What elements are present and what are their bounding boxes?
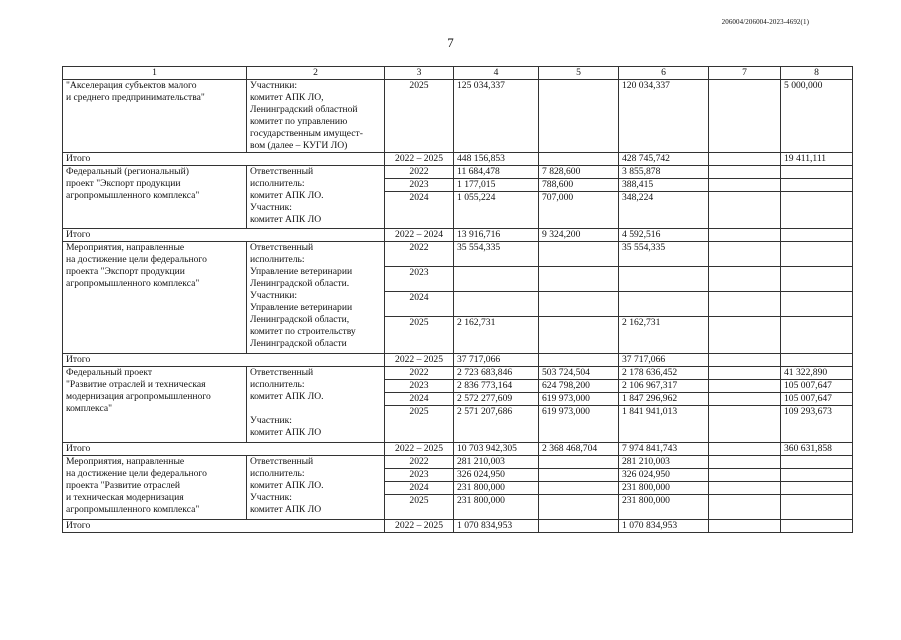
value-other	[781, 456, 853, 469]
value-other	[781, 317, 853, 354]
executor-cell	[247, 367, 385, 443]
total-label: Итого	[63, 354, 385, 367]
value-other	[781, 495, 853, 520]
value-federal	[539, 80, 619, 153]
executor-line: Участник:	[250, 415, 292, 426]
event-name-line: проект "Экспорт продукции	[66, 178, 181, 189]
value-total: 2 836 773,164	[454, 380, 539, 393]
executor-line: комитет АПК ЛО.	[250, 480, 324, 491]
column-header: 6	[619, 67, 709, 80]
value-other	[781, 354, 853, 367]
event-name-line: и среднего предпринимательства"	[66, 92, 205, 103]
value-other	[781, 166, 853, 179]
value-total	[454, 267, 539, 292]
value-total: 2 723 683,846	[454, 367, 539, 380]
value-total	[454, 292, 539, 317]
value-local	[709, 469, 781, 482]
total-row	[63, 354, 853, 367]
value-total: 13 916,716	[454, 229, 539, 242]
value-regional: 281 210,003	[619, 456, 709, 469]
value-total: 35 554,335	[454, 242, 539, 267]
executor-line: Участник:	[250, 492, 292, 503]
executor-line: Участник:	[250, 202, 292, 213]
value-federal	[539, 267, 619, 292]
executor-line: Ответственный	[250, 456, 314, 467]
executor-line: комитет АПК ЛО.	[250, 391, 324, 402]
total-row	[63, 520, 853, 533]
executor-cell	[247, 80, 385, 153]
value-federal	[539, 495, 619, 520]
value-other	[781, 229, 853, 242]
value-other: 109 293,673	[781, 406, 853, 443]
executor-line: Ответственный	[250, 166, 314, 177]
event-name-cell	[63, 367, 247, 443]
executor-line: исполнитель:	[250, 178, 305, 189]
event-name-line: на достижение цели федерального	[66, 254, 207, 265]
value-federal	[539, 292, 619, 317]
value-federal	[539, 482, 619, 495]
value-regional: 231 800,000	[619, 495, 709, 520]
value-local	[709, 317, 781, 354]
value-total: 448 156,853	[454, 153, 539, 166]
value-local	[709, 153, 781, 166]
value-total: 2 572 277,609	[454, 393, 539, 406]
value-other	[781, 267, 853, 292]
executor-line	[250, 403, 381, 415]
value-regional: 7 974 841,743	[619, 443, 709, 456]
value-total: 231 800,000	[454, 482, 539, 495]
event-name-line: проекта "Развитие отраслей	[66, 480, 181, 491]
executor-line: комитет АПК ЛО	[250, 427, 322, 438]
value-federal	[539, 354, 619, 367]
value-regional: 348,224	[619, 192, 709, 229]
value-regional: 37 717,066	[619, 354, 709, 367]
value-regional	[619, 292, 709, 317]
event-name-cell	[63, 242, 247, 354]
value-total: 125 034,337	[454, 80, 539, 153]
column-header: 5	[539, 67, 619, 80]
total-row	[63, 153, 853, 166]
value-local	[709, 482, 781, 495]
event-name-line: модернизация агропромышленного	[66, 391, 211, 402]
value-total: 10 703 942,305	[454, 443, 539, 456]
executor-line: Ответственный	[250, 367, 314, 378]
page-number: 7	[447, 35, 454, 50]
event-name-line: Федеральный (региональный)	[66, 166, 189, 177]
value-regional: 3 855,878	[619, 166, 709, 179]
executor-line: Ленинградской области.	[250, 278, 350, 289]
year-cell: 2024	[385, 393, 454, 406]
executor-line: комитет АПК ЛО.	[250, 190, 324, 201]
column-header: 2	[247, 67, 385, 80]
value-regional: 2 162,731	[619, 317, 709, 354]
event-name-line: агропромышленного комплекса"	[66, 190, 200, 201]
value-regional: 120 034,337	[619, 80, 709, 153]
period-cell: 2022 – 2025	[385, 443, 454, 456]
executor-line: государственным имущест-	[250, 128, 363, 139]
value-local	[709, 267, 781, 292]
value-total: 281 210,003	[454, 456, 539, 469]
event-name-line: агропромышленного комплекса"	[66, 504, 200, 515]
value-total: 326 024,950	[454, 469, 539, 482]
event-name-line: комплекса"	[66, 403, 113, 414]
value-regional: 2 106 967,317	[619, 380, 709, 393]
value-regional: 1 070 834,953	[619, 520, 709, 533]
year-cell: 2025	[385, 495, 454, 520]
value-other: 41 322,890	[781, 367, 853, 380]
column-header: 4	[454, 67, 539, 80]
executor-line: Управление ветеринарии	[250, 302, 353, 313]
year-cell: 2024	[385, 482, 454, 495]
column-header: 7	[709, 67, 781, 80]
value-total: 1 055,224	[454, 192, 539, 229]
executor-line: Ленинградской области	[250, 338, 347, 349]
value-total: 231 800,000	[454, 495, 539, 520]
value-federal	[539, 469, 619, 482]
executor-line: комитет АПК ЛО	[250, 504, 322, 515]
event-name-line: и техническая модернизация	[66, 492, 184, 503]
value-regional: 388,415	[619, 179, 709, 192]
table-header-row	[63, 67, 853, 80]
year-cell: 2023	[385, 380, 454, 393]
value-federal: 619 973,000	[539, 393, 619, 406]
executor-line: исполнитель:	[250, 254, 305, 265]
value-local	[709, 179, 781, 192]
executor-line: комитет по управлению	[250, 116, 348, 127]
year-cell: 2023	[385, 179, 454, 192]
value-federal: 2 368 468,704	[539, 443, 619, 456]
value-regional: 4 592,516	[619, 229, 709, 242]
event-name-line: Мероприятия, направленные	[66, 242, 185, 253]
value-total: 37 717,066	[454, 354, 539, 367]
executor-line: комитет АПК ЛО,	[250, 92, 324, 103]
value-local	[709, 192, 781, 229]
value-local	[709, 242, 781, 267]
year-cell: 2022	[385, 456, 454, 469]
executor-line: исполнитель:	[250, 468, 305, 479]
period-cell: 2022 – 2025	[385, 354, 454, 367]
value-regional: 1 847 296,962	[619, 393, 709, 406]
event-name-line: "Развитие отраслей и техническая	[66, 379, 206, 390]
total-label: Итого	[63, 520, 385, 533]
value-regional: 1 841 941,013	[619, 406, 709, 443]
value-other	[781, 520, 853, 533]
value-local	[709, 229, 781, 242]
value-regional: 2 178 636,452	[619, 367, 709, 380]
value-regional: 231 800,000	[619, 482, 709, 495]
budget-table	[62, 66, 853, 533]
value-local	[709, 443, 781, 456]
value-local	[709, 166, 781, 179]
value-federal	[539, 153, 619, 166]
value-other: 19 411,111	[781, 153, 853, 166]
value-federal: 619 973,000	[539, 406, 619, 443]
value-total: 1 070 834,953	[454, 520, 539, 533]
value-local	[709, 354, 781, 367]
value-other	[781, 192, 853, 229]
value-other: 105 007,647	[781, 393, 853, 406]
value-total: 2 162,731	[454, 317, 539, 354]
value-federal	[539, 242, 619, 267]
value-total: 11 684,478	[454, 166, 539, 179]
executor-line: Участники:	[250, 80, 298, 91]
executor-line: исполнитель:	[250, 379, 305, 390]
table-row	[63, 242, 853, 267]
value-total: 1 177,015	[454, 179, 539, 192]
period-cell: 2022 – 2025	[385, 153, 454, 166]
event-name-cell	[63, 166, 247, 229]
value-total: 2 571 207,686	[454, 406, 539, 443]
total-row	[63, 443, 853, 456]
document-id: 206004/206004-2023-4692(1)	[721, 18, 809, 26]
value-other	[781, 179, 853, 192]
value-other	[781, 469, 853, 482]
table-row	[63, 80, 853, 153]
event-name-line: "Акселерация субъектов малого	[66, 80, 197, 91]
table-row	[63, 367, 853, 380]
value-other: 5 000,000	[781, 80, 853, 153]
total-label: Итого	[63, 153, 385, 166]
value-other	[781, 482, 853, 495]
value-federal	[539, 520, 619, 533]
period-cell: 2022 – 2025	[385, 520, 454, 533]
event-name-line: агропромышленного комплекса"	[66, 278, 200, 289]
period-cell: 2022 – 2024	[385, 229, 454, 242]
value-federal: 9 324,200	[539, 229, 619, 242]
value-other	[781, 292, 853, 317]
year-cell: 2025	[385, 80, 454, 153]
year-cell: 2022	[385, 166, 454, 179]
value-regional: 428 745,742	[619, 153, 709, 166]
year-cell: 2022	[385, 367, 454, 380]
year-cell: 2022	[385, 242, 454, 267]
column-header: 1	[63, 67, 247, 80]
value-local	[709, 380, 781, 393]
value-local	[709, 456, 781, 469]
value-federal: 503 724,504	[539, 367, 619, 380]
event-name-cell	[63, 80, 247, 153]
value-local	[709, 367, 781, 380]
year-cell: 2024	[385, 192, 454, 229]
executor-line: комитет АПК ЛО	[250, 214, 322, 225]
table-body	[63, 80, 853, 533]
executor-cell	[247, 456, 385, 520]
value-other: 360 631,858	[781, 443, 853, 456]
column-header: 8	[781, 67, 853, 80]
value-local	[709, 393, 781, 406]
value-regional: 35 554,335	[619, 242, 709, 267]
value-federal	[539, 456, 619, 469]
year-cell: 2025	[385, 406, 454, 443]
event-name-line: на достижение цели федерального	[66, 468, 207, 479]
year-cell: 2024	[385, 292, 454, 317]
column-header: 3	[385, 67, 454, 80]
value-regional	[619, 267, 709, 292]
value-local	[709, 520, 781, 533]
value-local	[709, 80, 781, 153]
executor-line: комитет по строительству	[250, 326, 356, 337]
value-other	[781, 242, 853, 267]
executor-line: Ленинградский областной	[250, 104, 358, 115]
value-federal	[539, 317, 619, 354]
executor-cell	[247, 166, 385, 229]
value-regional: 326 024,950	[619, 469, 709, 482]
executor-cell	[247, 242, 385, 354]
executor-line: Управление ветеринарии	[250, 266, 353, 277]
event-name-line: проекта "Экспорт продукции	[66, 266, 185, 277]
event-name-line: Федеральный проект	[66, 367, 153, 378]
executor-line: Ответственный	[250, 242, 314, 253]
year-cell: 2025	[385, 317, 454, 354]
table-row	[63, 456, 853, 469]
value-local	[709, 292, 781, 317]
total-label: Итого	[63, 443, 385, 456]
value-local	[709, 495, 781, 520]
value-federal: 788,600	[539, 179, 619, 192]
event-name-cell	[63, 456, 247, 520]
value-federal: 624 798,200	[539, 380, 619, 393]
table-row	[63, 166, 853, 179]
value-other: 105 007,647	[781, 380, 853, 393]
total-row	[63, 229, 853, 242]
executor-line: Участники:	[250, 290, 298, 301]
year-cell: 2023	[385, 267, 454, 292]
value-federal: 7 828,600	[539, 166, 619, 179]
total-label: Итого	[63, 229, 385, 242]
event-name-line: Мероприятия, направленные	[66, 456, 185, 467]
executor-line: Ленинградской области,	[250, 314, 350, 325]
year-cell: 2023	[385, 469, 454, 482]
value-federal: 707,000	[539, 192, 619, 229]
value-local	[709, 406, 781, 443]
executor-line: вом (далее – КУГИ ЛО)	[250, 140, 348, 151]
